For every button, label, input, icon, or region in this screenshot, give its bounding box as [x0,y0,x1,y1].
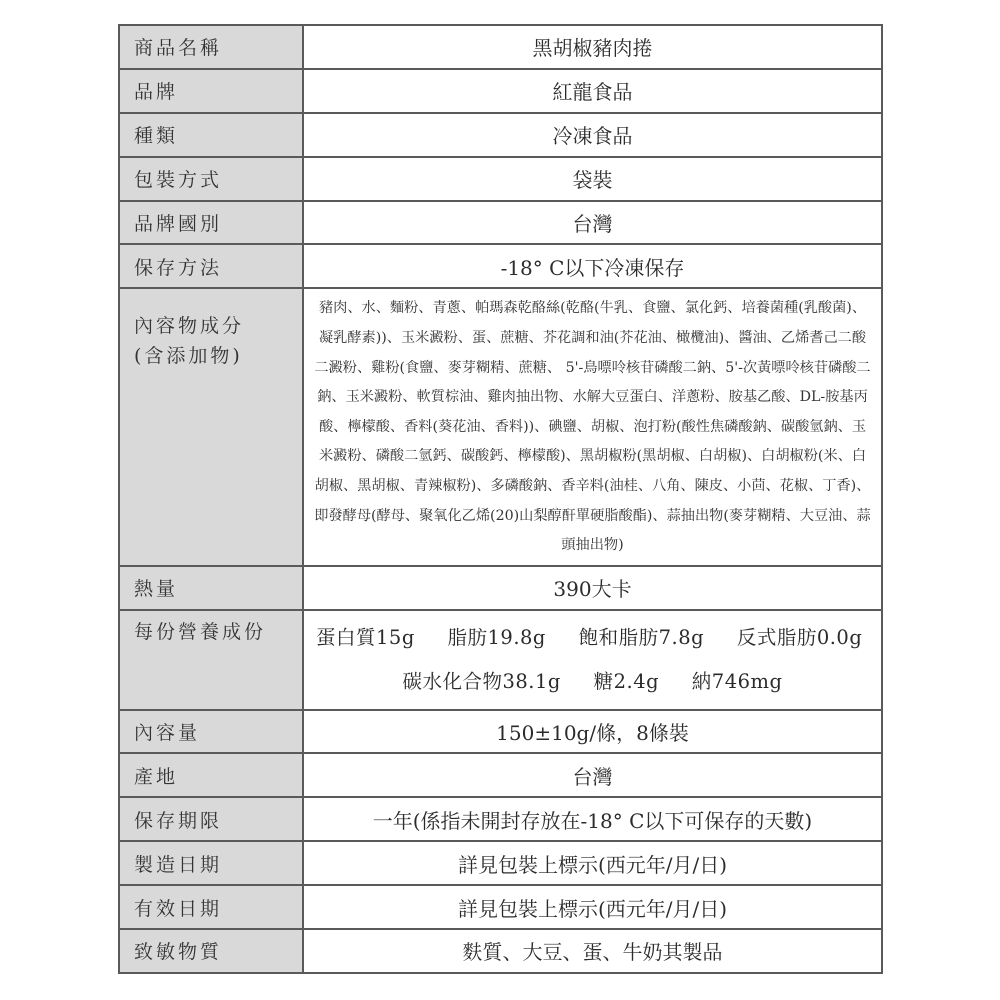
storage-label: 保存方法 [119,244,303,288]
brand-country-value: 台灣 [303,201,882,245]
allergens-value: 麩質、大豆、蛋、牛奶其製品 [303,929,882,973]
spec-row-storage [119,244,882,288]
storage-value: -18° C以下冷凍保存 [303,244,882,288]
spec-row-origin [119,753,882,797]
saturated-fat-value: 飽和脂肪7.8g [578,625,705,649]
brand-country-label: 品牌國別 [119,201,303,245]
packaging-label: 包裝方式 [119,157,303,201]
spec-row-ingredients [119,288,882,565]
spec-row-brand [119,69,882,113]
spec-row-brand-country [119,201,882,245]
product-name-value: 黑胡椒豬肉捲 [303,25,882,69]
nutrition-line-2 [304,660,881,704]
origin-value: 台灣 [303,753,882,797]
brand-label: 品牌 [119,69,303,113]
calories-label: 熱量 [119,566,303,610]
sugar-value: 糖2.4g [593,669,660,693]
calories-value: 390大卡 [303,566,882,610]
spec-row-nutrition [119,610,882,710]
manufacture-date-value: 詳見包裝上標示(西元年/月/日) [303,841,882,885]
spec-row-product-name [119,25,882,69]
sodium-value: 納746mg [691,669,783,693]
ingredients-label-line1: 內容物成分 [134,315,245,338]
ingredients-text: 豬肉、水、麵粉、青蔥、帕瑪森乾酪絲(乾酪(牛乳、食鹽、氯化鈣、培養菌種(乳酸菌)、凝乳酵素))、玉米澱粉、蛋、蔗糖、芥花調和油(芥花油、橄欖油)、醬油、乙烯耆己二酸二澱粉、雞粉(食鹽、麥芽糊精、蔗糖、 5'-鳥嘌呤核苷磷酸二鈉、5'-次黃嘌呤核苷磷酸二鈉、玉米澱粉、軟質棕油、雞肉抽出物、水解大豆蛋白、洋蔥粉、胺基乙酸、DL-胺基丙酸、檸檬酸、香料(葵花油、香料))、碘鹽、胡椒、泡打粉(酸性焦磷酸鈉、碳酸氫鈉、玉米澱粉、磷酸二氫鈣、碳酸鈣、檸檬酸)、黑胡椒粉(黑胡椒、白胡椒)、白胡椒粉(米、白胡椒、黑胡椒、青辣椒粉)、多磷酸鈉、香辛料(油桂、八角、陳皮、小茴、花椒、丁香)、即發酵母(酵母、聚氧化乙烯(20)山梨醇酐單硬脂酸酯)、蒜抽出物(麥芽糊精、大豆油、蒜頭抽出物) [314,300,871,554]
ingredients-label-line2: (含添加物) [134,345,243,368]
spec-row-calories [119,566,882,610]
brand-value: 紅龍食品 [303,69,882,113]
protein-value: 蛋白質15g [316,625,415,649]
manufacture-date-label: 製造日期 [119,841,303,885]
spec-row-net-content [119,710,882,754]
product-name-label: 商品名稱 [119,25,303,69]
category-label: 種類 [119,113,303,157]
spec-row-category [119,113,882,157]
origin-label: 產地 [119,753,303,797]
expiry-date-label: 有效日期 [119,885,303,929]
shelf-life-label: 保存期限 [119,797,303,841]
nutrition-value [303,610,882,710]
spec-row-manufacture-date [119,841,882,885]
product-spec-table [118,24,883,974]
ingredients-value [303,288,882,565]
carbohydrate-value: 碳水化合物38.1g [402,669,561,693]
trans-fat-value: 反式脂肪0.0g [736,625,863,649]
fat-value: 脂肪19.8g [447,625,546,649]
net-content-value: 150±10g/條，8條裝 [303,710,882,754]
spec-row-shelf-life [119,797,882,841]
expiry-date-value: 詳見包裝上標示(西元年/月/日) [303,885,882,929]
spec-row-allergens [119,929,882,973]
packaging-value: 袋裝 [303,157,882,201]
shelf-life-value: 一年(係指未開封存放在-18° C以下可保存的天數) [303,797,882,841]
spec-row-packaging [119,157,882,201]
category-value: 冷凍食品 [303,113,882,157]
nutrition-label: 每份營養成份 [119,610,303,710]
net-content-label: 內容量 [119,710,303,754]
allergens-label: 致敏物質 [119,929,303,973]
nutrition-line-1 [304,616,881,660]
ingredients-label [119,288,303,565]
spec-row-expiry-date [119,885,882,929]
